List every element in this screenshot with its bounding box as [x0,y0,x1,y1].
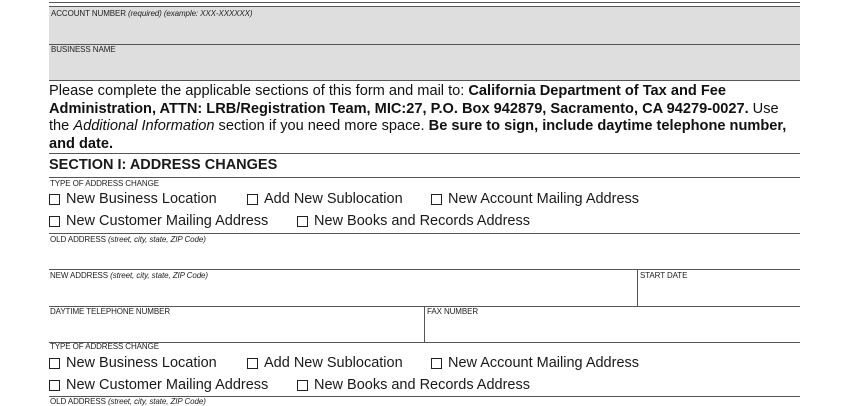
start-date-label: START DATE [640,271,688,280]
business-name-label: BUSINESS NAME [51,45,116,54]
fax-label: FAX NUMBER [427,307,479,316]
rule [49,269,800,270]
checkbox-box[interactable] [49,194,60,205]
phone-label: DAYTIME TELEPHONE NUMBER [50,307,170,316]
rule [49,233,800,234]
checkbox-add-new-sublocation[interactable]: Add New Sublocation [247,191,403,207]
checkbox-box[interactable] [431,194,442,205]
checkbox-box[interactable] [49,358,60,369]
checkbox-new-account-mailing[interactable]: New Account Mailing Address [431,191,639,207]
business-name-input[interactable] [51,58,795,76]
business-name-field[interactable] [49,45,800,80]
fax-input[interactable] [427,320,799,338]
checkbox-new-books-records[interactable]: New Books and Records Address [297,213,530,229]
top-rule [49,2,800,3]
divider [637,269,638,306]
checkbox-box[interactable] [49,216,60,227]
checkbox-box[interactable] [247,358,258,369]
old-address-label: OLD ADDRESS (street, city, state, ZIP Code) [50,235,206,244]
old-address-label-2: OLD ADDRESS (street, city, state, ZIP Code) [50,397,206,406]
account-number-field[interactable] [49,7,800,44]
rule [49,342,800,343]
checkbox-new-business-location[interactable]: New Business Location [49,191,217,207]
checkbox-box[interactable] [49,380,60,391]
phone-input[interactable] [50,320,424,338]
type-of-change-label-2: TYPE OF ADDRESS CHANGE [50,342,159,351]
instructions-paragraph: Please complete the applicable sections of this form and mail to: California Department of Tax and Fee Administration, ATTN: LRB/Registration Team, MIC:27, P.O. Box 942879, Sacramento, CA 94279-0027. Use the Additional Information section if you need more space. Be sure to sign, include daytime telephone number, and date. [49,83,787,152]
checkbox-new-customer-mailing[interactable]: New Customer Mailing Address [49,213,268,229]
checkbox-box[interactable] [297,216,308,227]
start-date-input[interactable] [640,285,799,303]
rule [49,153,800,154]
new-address-label: NEW ADDRESS (street, city, state, ZIP Code) [50,271,208,280]
checkbox-box[interactable] [431,358,442,369]
checkbox-box[interactable] [247,194,258,205]
new-address-input[interactable] [50,285,634,303]
account-number-input[interactable] [51,23,795,41]
checkbox-new-business-location-2[interactable]: New Business Location [49,355,217,371]
checkbox-new-books-records-2[interactable]: New Books and Records Address [297,377,530,393]
checkbox-box[interactable] [297,380,308,391]
checkbox-new-account-mailing-2[interactable]: New Account Mailing Address [431,355,639,371]
account-number-label: ACCOUNT NUMBER (required) (example: XXX-XXXXXX) [51,9,253,18]
checkbox-add-new-sublocation-2[interactable]: Add New Sublocation [247,355,403,371]
divider [424,306,425,342]
section-title: SECTION I: ADDRESS CHANGES [49,157,278,173]
rule [49,80,800,81]
old-address-input[interactable] [50,248,799,266]
type-of-change-label: TYPE OF ADDRESS CHANGE [50,179,159,188]
rule [49,177,800,178]
checkbox-new-customer-mailing-2[interactable]: New Customer Mailing Address [49,377,268,393]
